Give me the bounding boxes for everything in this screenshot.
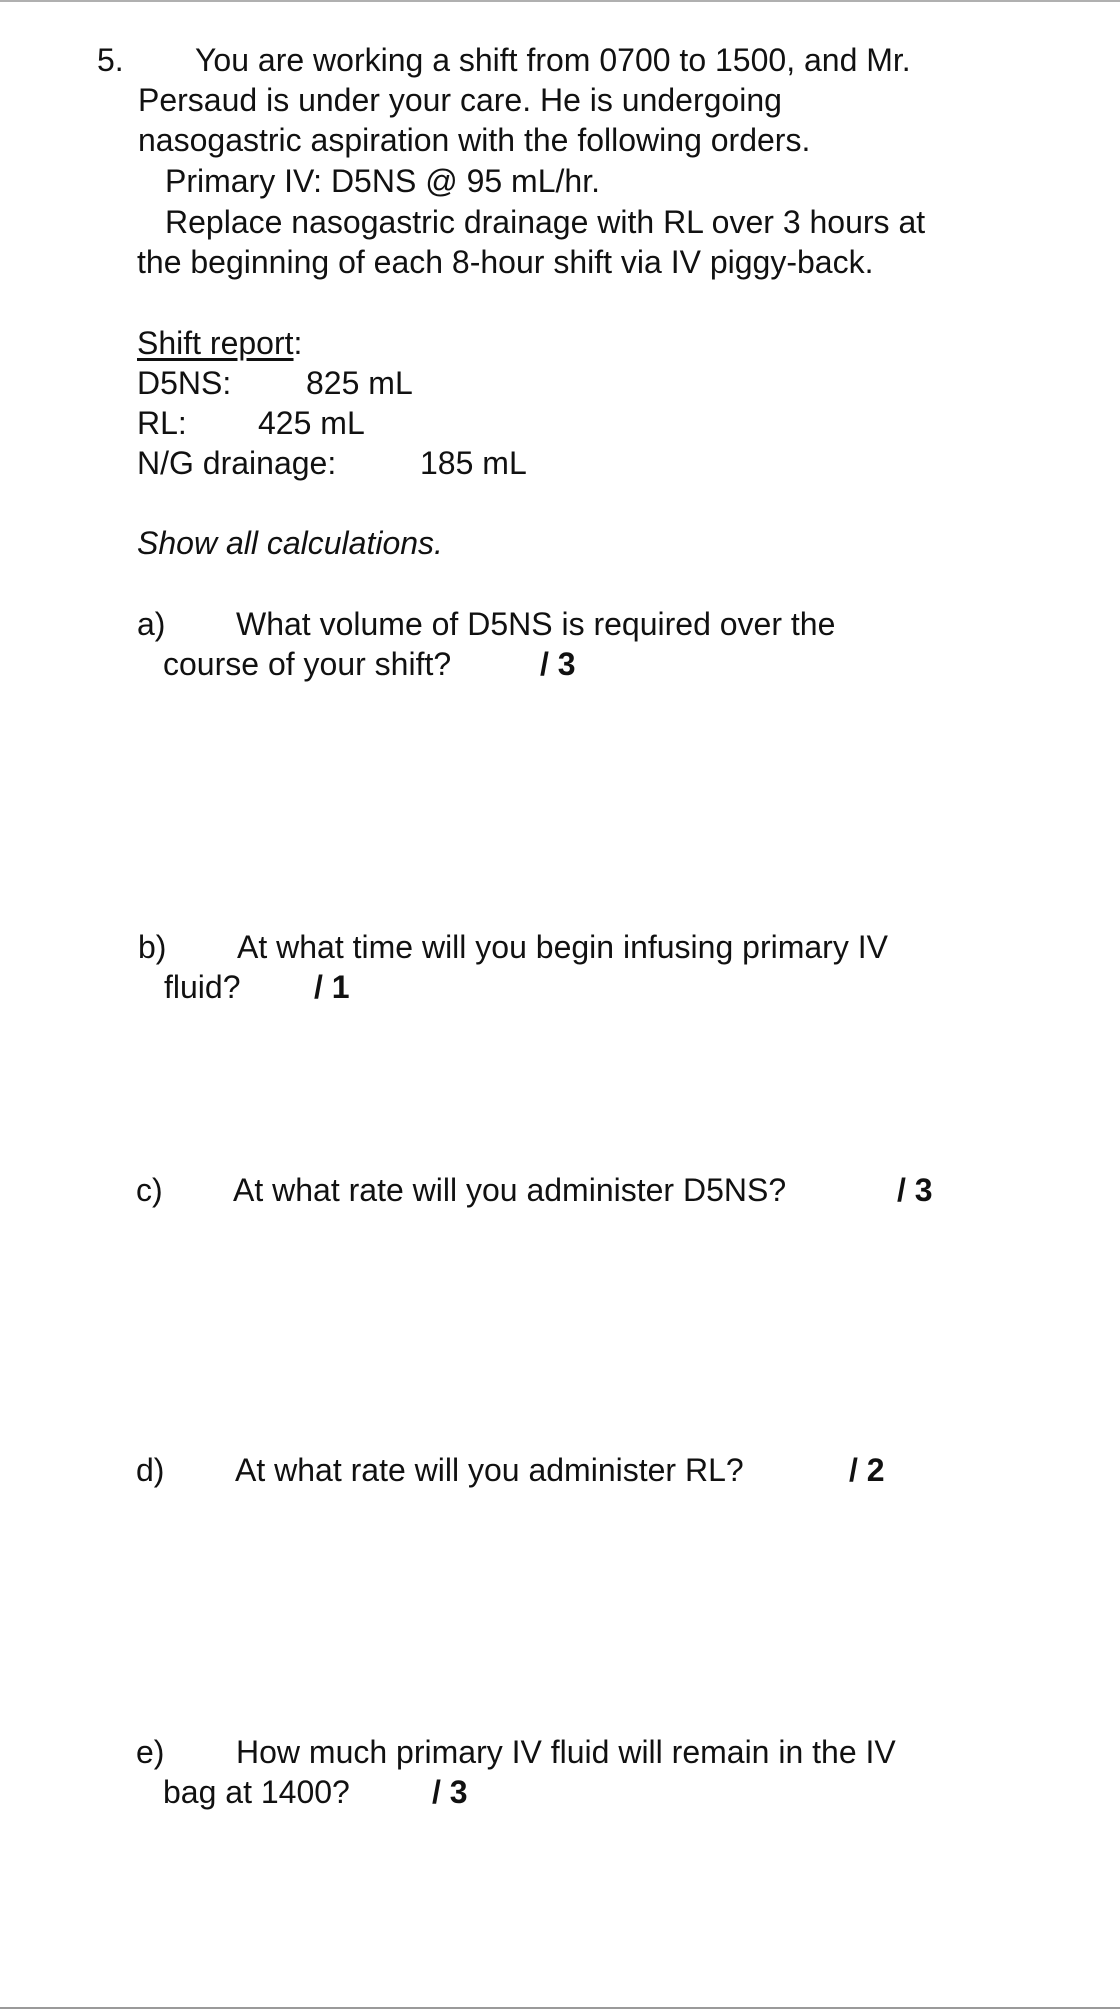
part-b-question-line-2: fluid? <box>164 969 241 1005</box>
report-label-d5ns: D5NS: <box>137 365 232 401</box>
part-a-question-line-1: What volume of D5NS is required over the <box>236 606 836 642</box>
part-c-question: At what rate will you administer D5NS? <box>233 1172 787 1208</box>
instruction-text: Show all calculations. <box>137 525 443 561</box>
question-number: 5. <box>97 42 124 78</box>
question-intro-line-2: Persaud is under your care. He is undergoing <box>138 82 782 118</box>
report-value-ng-drainage: 185 mL <box>420 445 527 481</box>
order-replace-line-1: Replace nasogastric drainage with RL over 3 hours at <box>165 204 926 240</box>
shift-report-heading-colon: : <box>293 325 303 361</box>
part-d-marks: / 2 <box>849 1452 885 1488</box>
part-e-question-line-1: How much primary IV fluid will remain in the IV <box>236 1734 896 1770</box>
order-primary-iv: Primary IV: D5NS @ 95 mL/hr. <box>165 163 600 199</box>
question-intro-line-3: nasogastric aspiration with the following orders. <box>138 122 811 158</box>
part-a-question-line-2: course of your shift? <box>163 646 452 682</box>
part-e-marks: / 3 <box>432 1774 468 1810</box>
part-b-letter: b) <box>138 929 167 965</box>
report-label-ng-drainage: N/G drainage: <box>137 445 337 481</box>
question-intro-line-1: You are working a shift from 0700 to 1500, and Mr. <box>195 42 911 78</box>
part-b-question-line-1: At what time will you begin infusing primary IV <box>237 929 888 965</box>
part-e-question-line-2: bag at 1400? <box>163 1774 350 1810</box>
part-d-question: At what rate will you administer RL? <box>235 1452 744 1488</box>
report-label-rl: RL: <box>137 405 187 441</box>
order-replace-line-2: the beginning of each 8-hour shift via IV piggy-back. <box>137 244 874 280</box>
shift-report-heading <box>137 323 302 363</box>
part-a-letter: a) <box>137 606 166 642</box>
part-a-marks: / 3 <box>540 646 576 682</box>
report-value-rl: 425 mL <box>258 405 365 441</box>
part-c-marks: / 3 <box>897 1172 933 1208</box>
part-e-letter: e) <box>136 1734 165 1770</box>
shift-report-heading-text: Shift report <box>137 325 294 361</box>
part-b-marks: / 1 <box>314 969 350 1005</box>
part-d-letter: d) <box>136 1452 165 1488</box>
top-divider <box>0 0 1120 2</box>
bottom-divider <box>0 2007 1120 2009</box>
part-c-letter: c) <box>136 1172 163 1208</box>
report-value-d5ns: 825 mL <box>306 365 413 401</box>
